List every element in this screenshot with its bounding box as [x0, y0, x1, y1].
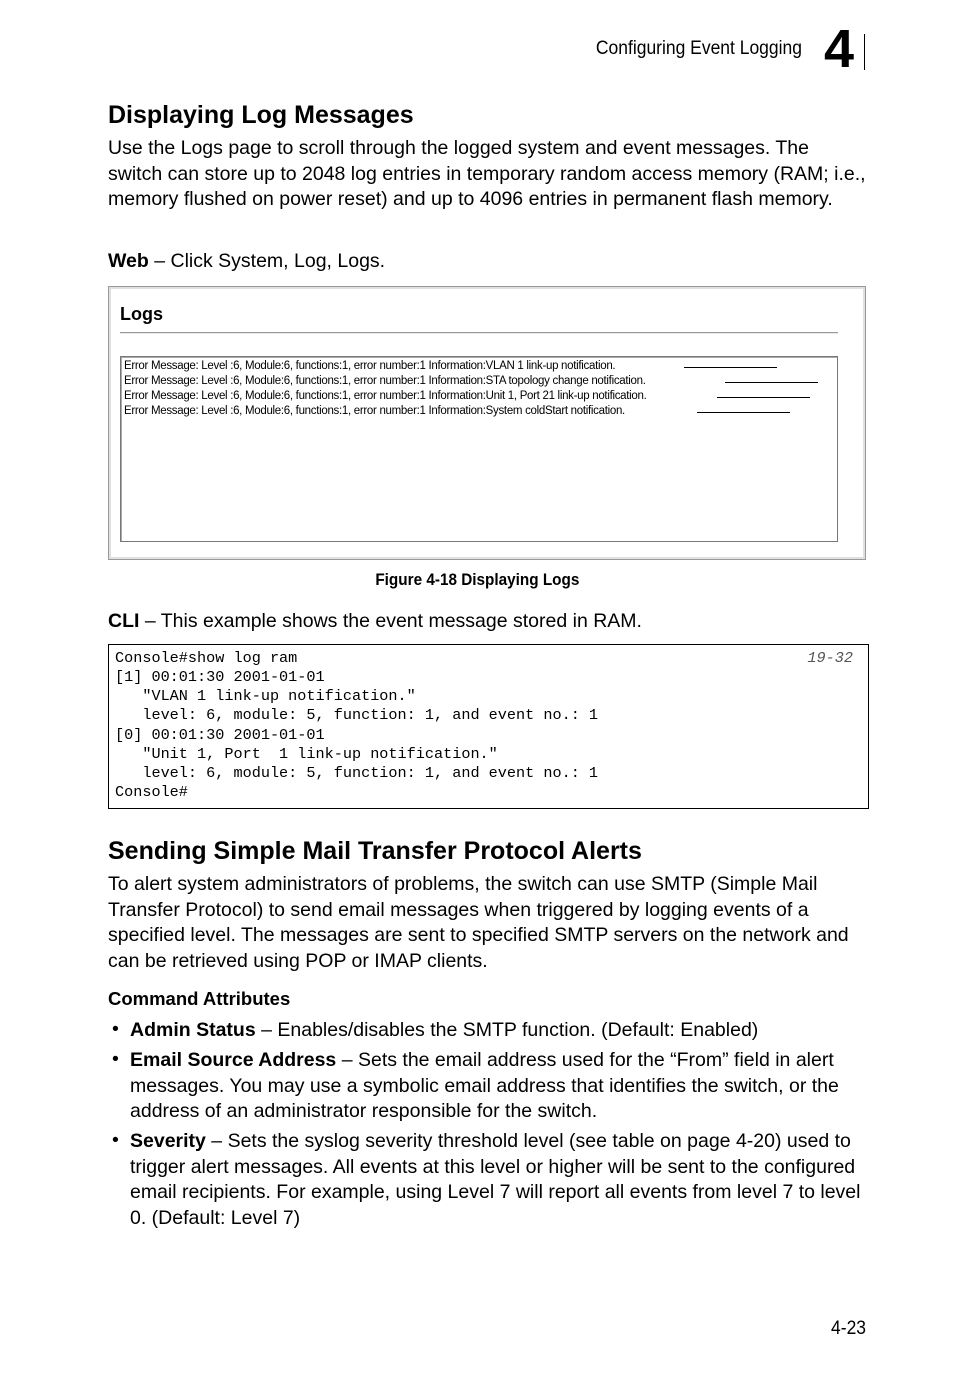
web-text: – Click System, Log, Logs. — [148, 250, 386, 272]
log-entry: Error Message: Level :6, Module:6, functions:1, error number:1 Information:VLAN 1 link-up notification. — [124, 360, 616, 372]
code-line: level: 6, module: 5, function: 1, and event no.: 1 — [115, 764, 599, 782]
attribute-email-source: Email Source Address – Sets the email address used for the “From” field in alert messages. You may use a symbolic email address that identifies the switch, or the address of an administrator responsible for the switch. — [130, 1049, 839, 1122]
log-entry: Error Message: Level :6, Module:6, functions:1, error number:1 Information:STA topology change notification. — [124, 375, 646, 387]
code-line: level: 6, module: 5, function: 1, and event no.: 1 — [115, 706, 599, 724]
section-heading-logs: Displaying Log Messages — [108, 101, 414, 129]
bullet-marker: • — [112, 1129, 119, 1151]
page-number: 4-23 — [831, 1318, 866, 1339]
chapter-divider — [864, 34, 865, 70]
cli-label: CLI — [108, 610, 140, 632]
code-line: "VLAN 1 link-up notification." — [115, 687, 416, 705]
log-entry-underline — [717, 397, 810, 398]
section-intro-logs: Use the Logs page to scroll through the logged system and event messages. The switch can store up to 2048 log entries in temporary random access memory (RAM; i.e., memory flushed on power reset) and up to 4096 entries in permanent flash memory. — [108, 137, 866, 210]
cli-text: – This example shows the event message stored in RAM. — [139, 610, 642, 632]
code-line: Console# — [115, 783, 188, 801]
code-line: [0] 00:01:30 2001-01-01 — [115, 726, 325, 744]
bullet-marker: • — [112, 1048, 119, 1070]
web-instruction — [108, 249, 868, 275]
chapter-number: 4 — [824, 19, 855, 79]
attributes-heading: Command Attributes — [108, 988, 291, 1009]
figure-caption: Figure 4-18 Displaying Logs — [374, 570, 580, 589]
attribute-severity: Severity – Sets the syslog severity threshold level (see table on page 4-20) used to trigger alert messages. All events at this level or higher will be sent to the configured email recipients. For example, using Level 7 will report all events from level 7 to level 0. (Default: Level 7) — [130, 1130, 861, 1229]
log-entry: Error Message: Level :6, Module:6, functions:1, error number:1 Information:Unit 1, Port 21 link-up notification. — [124, 390, 647, 402]
log-entry-underline — [725, 382, 818, 383]
attribute-admin-status: Admin Status – Enables/disables the SMTP function. (Default: Enabled) — [130, 1019, 759, 1041]
log-entry-underline — [684, 367, 777, 368]
logs-title-divider — [120, 332, 838, 334]
web-label: Web — [108, 250, 149, 272]
section-heading-smtp: Sending Simple Mail Transfer Protocol Alerts — [108, 837, 642, 865]
log-entry: Error Message: Level :6, Module:6, functions:1, error number:1 Information:System coldStart notification. — [124, 405, 625, 417]
code-line: "Unit 1, Port 1 link-up notification." — [115, 745, 498, 763]
bullet-marker: • — [112, 1018, 119, 1040]
cli-instruction — [108, 609, 868, 635]
section-intro-smtp: To alert system administrators of problems, the switch can use SMTP (Simple Mail Transfer Protocol) to send email messages when triggered by logging events of a specified level. The messages are sent to specified SMTP servers on the network and can be retrieved using POP or IMAP clients. — [108, 873, 849, 972]
cli-page-reference: 19-32 — [807, 649, 853, 667]
code-line: Console#show log ram — [115, 649, 298, 667]
running-header: Configuring Event Logging — [595, 38, 802, 59]
log-entry-underline — [697, 412, 790, 413]
code-line: [1] 00:01:30 2001-01-01 — [115, 668, 325, 686]
logs-panel-title: Logs — [120, 304, 163, 324]
